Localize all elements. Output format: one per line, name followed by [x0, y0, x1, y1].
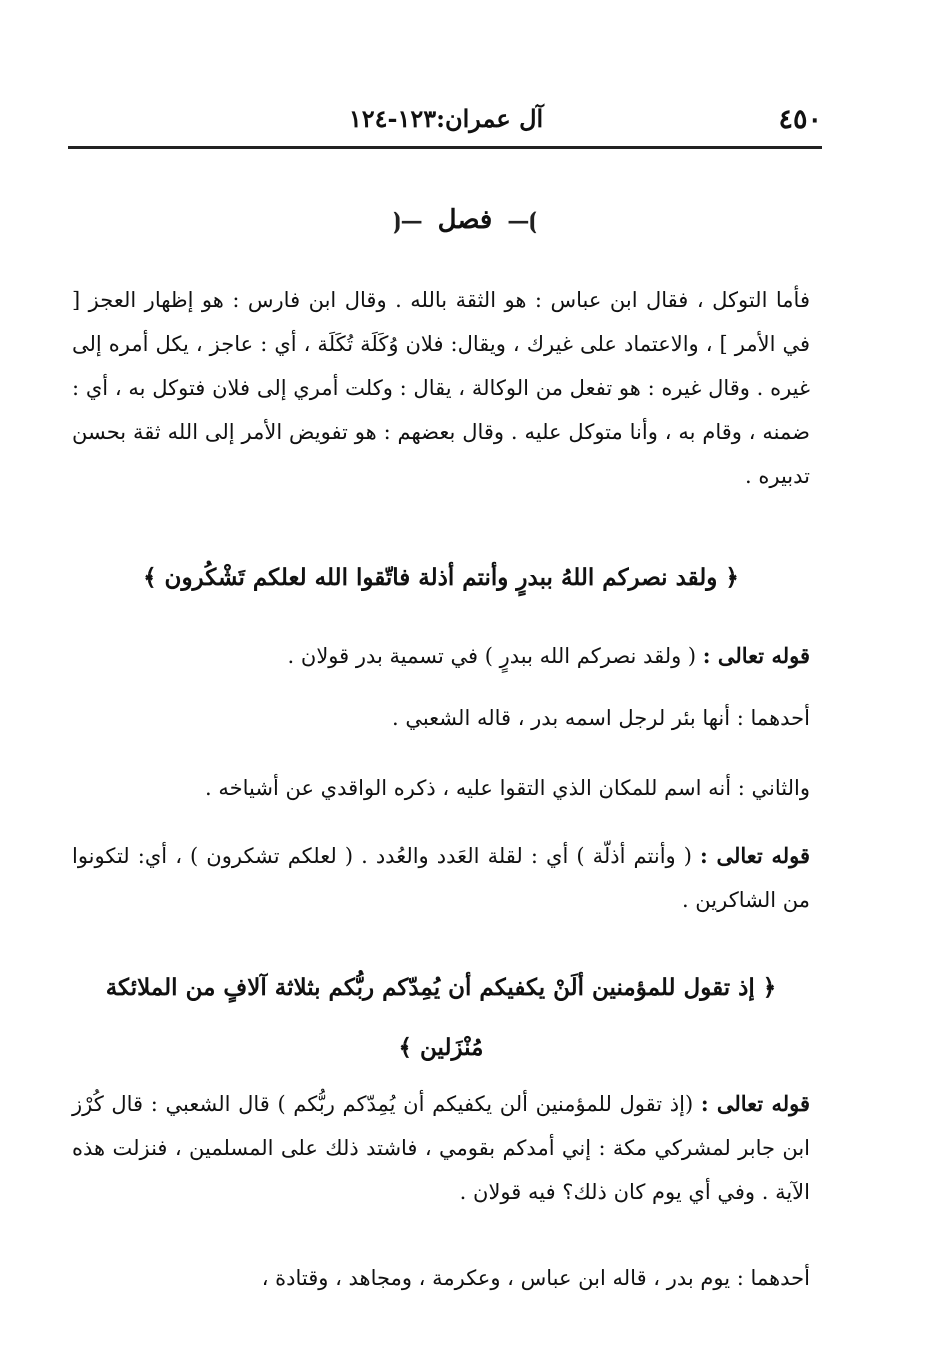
commentary-text: ( وأنتم أذلّة ) أي : لقلة العَدد والعُدد . ( لعلكم تشكرون ) ، أي: لتكونوا من الشاكرين . [72, 844, 810, 912]
opinion-block-3 [72, 1256, 810, 1300]
commentary-block-2 [72, 834, 810, 922]
commentary-label: قوله تعالى : [700, 1091, 810, 1116]
commentary-1 [72, 634, 810, 678]
commentary-block-1 [72, 634, 810, 678]
opinion-block-1 [72, 696, 810, 740]
opinion-3: أحدهما : يوم بدر ، قاله ابن عباس ، وعكرمة ، ومجاهد ، وقتادة ، [261, 1266, 810, 1290]
ornament-left-icon: —⦗ [393, 208, 423, 234]
verse-block-1 [72, 556, 810, 600]
section-heading [0, 205, 930, 235]
tawakkul-paragraph-block [72, 278, 810, 498]
tawakkul-paragraph: فأما التوكل ، فقال ابن عباس : هو الثقة بالله . وقال ابن فارس : هو إظهار العجز [ في الأمر ] ، والاعتماد على غيرك ، ويقال: فلان وُكَلَة تُكَلَة ، أي : عاجز ، يكل أمره إلى غيره . وقال غيره : هو تفعل من الوكالة ، يقال : وكلت أمري إلى فلان فتوكل به ، أي : ضمنه ، وقام به ، وأنا متوكل عليه . وقال بعضهم : هو تفويض الأمر إلى الله ثقة بحسن تدبيره . [72, 288, 810, 488]
header-rule [68, 146, 822, 149]
running-title: آل عمران:١٢٣-١٢٤ [348, 104, 544, 133]
page-number: ٤٥٠ [778, 104, 822, 135]
ornament-right-icon: ⦘— [507, 208, 537, 234]
page-header [70, 100, 822, 144]
opinion-block-2 [72, 766, 810, 810]
commentary-block-3 [72, 1082, 810, 1214]
quran-verse-1: ﴿ ولقد نصركم اللهُ ببدرٍ وأنتم أذلة فاتّقوا الله لعلكم تَشْكُرون ﴾ [143, 564, 739, 591]
commentary-2 [72, 834, 810, 922]
opinion-1: أحدهما : أنها بئر لرجل اسمه بدر ، قاله الشعبي . [391, 706, 810, 730]
verse-block-2 [72, 958, 810, 1078]
commentary-label: قوله تعالى : [700, 843, 810, 868]
commentary-3 [72, 1082, 810, 1214]
opinion-2: والثاني : أنه اسم للمكان الذي التقوا عليه ، ذكره الواقدي عن أشياخه . [205, 776, 810, 800]
quran-verse-2: ﴿ إذ تقول للمؤمنين ألَنْ يكفيكم أن يُمِدّكم ربُّكم بثلاثة آلافٍ من الملائكة مُنْزَلين ﴾ [105, 974, 777, 1061]
commentary-label: قوله تعالى : [702, 643, 810, 668]
commentary-text: ( ولقد نصركم الله ببدرٍ ) في تسمية بدر قولان . [287, 644, 697, 668]
section-title: فصل [437, 205, 493, 235]
commentary-text: (إذ تقول للمؤمنين ألن يكفيكم أن يُمِدّكم ربُّكم ) قال الشعبي : قال كُرْز ابن جابر لمشركي مكة : إني أمدكم بقومي ، فاشتد ذلك على المسلمين ، فنزلت هذه الآية . وفي أي يوم كان ذلك؟ فيه قولان . [72, 1092, 810, 1204]
